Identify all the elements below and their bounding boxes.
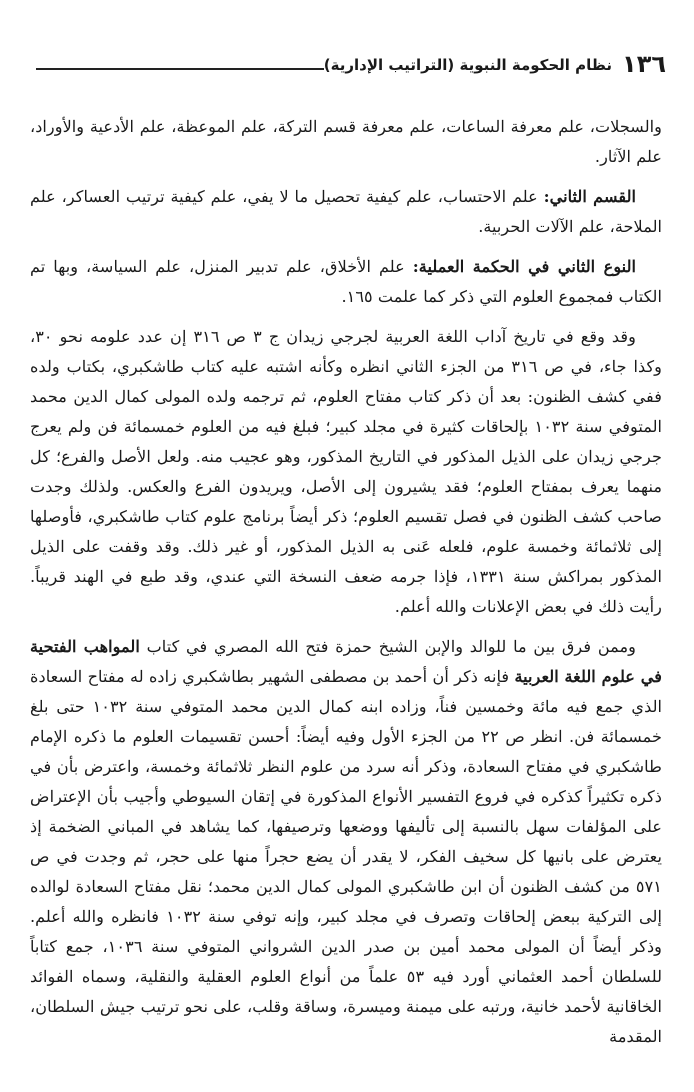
paragraph-1: والسجلات، علم معرفة الساعات، علم معرفة قسم التركة، علم الموعظة، علم الأدعية والأوراد، علم الآثار. [30,117,662,166]
paragraph-3 [30,252,662,312]
page-header [28,44,666,78]
paragraph-3-text: علم الأخلاق، علم تدبير المنزل، علم السياسة، وبها تم الكتاب فمجموع العلوم التي ذكر كما علمت ١٦٥. [30,257,662,306]
book-title: المواهب الفتحية في علوم اللغة العربية [30,637,662,686]
page-number: ١٣٦ [622,50,666,78]
paragraph-5 [30,632,662,1052]
paragraph-5-text: فإنه ذكر أن أحمد بن مصطفى الشهير بطاشكبري زاده له مفتاح السعادة الذي جمع فيه مائة وخمسين فناً، وزاده ابنه كمال الدين محمد المتوفي سنة ١٠٣٢ حتى بلغ خمسمائة فن. انظر ص ٢٢ من الجزء الأول وفيه أيضاً: أحسن تقسيمات العلوم ما ذكره الإمام طاشكبري في مفتاح السعادة، وذكر أنه سرد من علوم النظر ثلاثمائة وخمسة، واعترض بأن في ذكره تكثيراً كذكره في فروع التفسير الأنواع المذكورة في إتقان السيوطي وأجيب بأن الإعتراض على المؤلفات سهل بالنسبة إلى تأليفها ووضعها وترصيفها، كما يشاهد في المباني الضخمة إذ يعترض على بانيها كل سخيف الفكر، لا يقدر أن يضع حجراً منها على حجر، ثم وجدت في ص ٥٧١ من كشف الظنون أن ابن طاشكبري المولى كمال الدين محمد؛ نقل مفتاح السعادة لوالده إلى التركية ببعض إلحاقات وتصرف في مجلد كبير، وإنه توفي سنة ١٠٣٢ فانظره والله أعلم. وذكر أيضاً أن المولى محمد أمين بن صدر الدين الشرواني المتوفي سنة ١٠٣٦، جمع كتاباً للسلطان أحمد العثماني أورد فيه ٥٣ علماً من أنواع العلوم العقلية والنقلية، وسماه الفوائد الخاقانية لأحمد خانية، ورتبه على ميمنة وميسرة، وساقة وقلب، على نحو ترتيب جيش السلطان، المقدمة [30,667,663,1046]
paragraph-2-label: القسم الثاني: [543,187,637,206]
paragraph-5-intro: وممن فرق بين ما للوالد والإبن الشيخ حمزة فتح الله المصري في كتاب [139,637,637,656]
paragraph-4: وقد وقع في تاريخ آداب اللغة العربية لجرجي زيدان ج ٣ ص ٣١٦ إن عدد علومه نحو ٣٠، وكذا جاء، في ص ٣١٦ من الجزء الثاني انظره وكأنه اشتبه عليه كتاب طاشكبري، بكتاب ولده ففي كشف الظنون: بعد أن ذكر كتاب مفتاح العلوم، ثم ترجمه ولده المولى كمال الدين محمد المتوفي سنة ١٠٣٢ بإلحاقات كثيرة في مجلد كبير؛ فبلغ فيه من العلوم خمسمائة فن ولم يعرج جرجي زيدان على الذيل المذكور في التاريخ المذكور، وهو عجيب منه. ولعل الأصل والفرع؛ كل منهما يعرف بمفتاح العلوم؛ فقد يشيرون إلى الأصل، ويريدون الفرع والعكس. ولذلك وجدت صاحب كشف الظنون في فصل تقسيم العلوم؛ ذكر أيضاً برنامج علوم كتاب طاشكبري، فأوصلها إلى ثلاثمائة وخمسة علوم، فلعله عَنى به الذيل المذكور، أو غير ذلك. وقد وقفت على الذيل المذكور بمراكش سنة ١٣٣١، فإذا جرمه ضعف النسخة التي عندي، وقد طبع في الهند قريباً. رأيت ذلك في بعض الإعلانات والله أعلم. [30,327,663,616]
paragraph-2-text: علم الاحتساب، علم كيفية تحصيل ما لا يفي، علم كيفية ترتيب العساكر، علم الملاحة، علم الآلات الحربية. [30,187,662,236]
paragraph-3-label: النوع الثاني في الحكمة العملية: [412,257,636,276]
paragraph-2 [30,182,662,242]
body-text [30,112,662,1062]
running-title: نظام الحكومة النبوية (التراتيب الإدارية) [323,56,613,74]
header-rule [36,68,324,70]
